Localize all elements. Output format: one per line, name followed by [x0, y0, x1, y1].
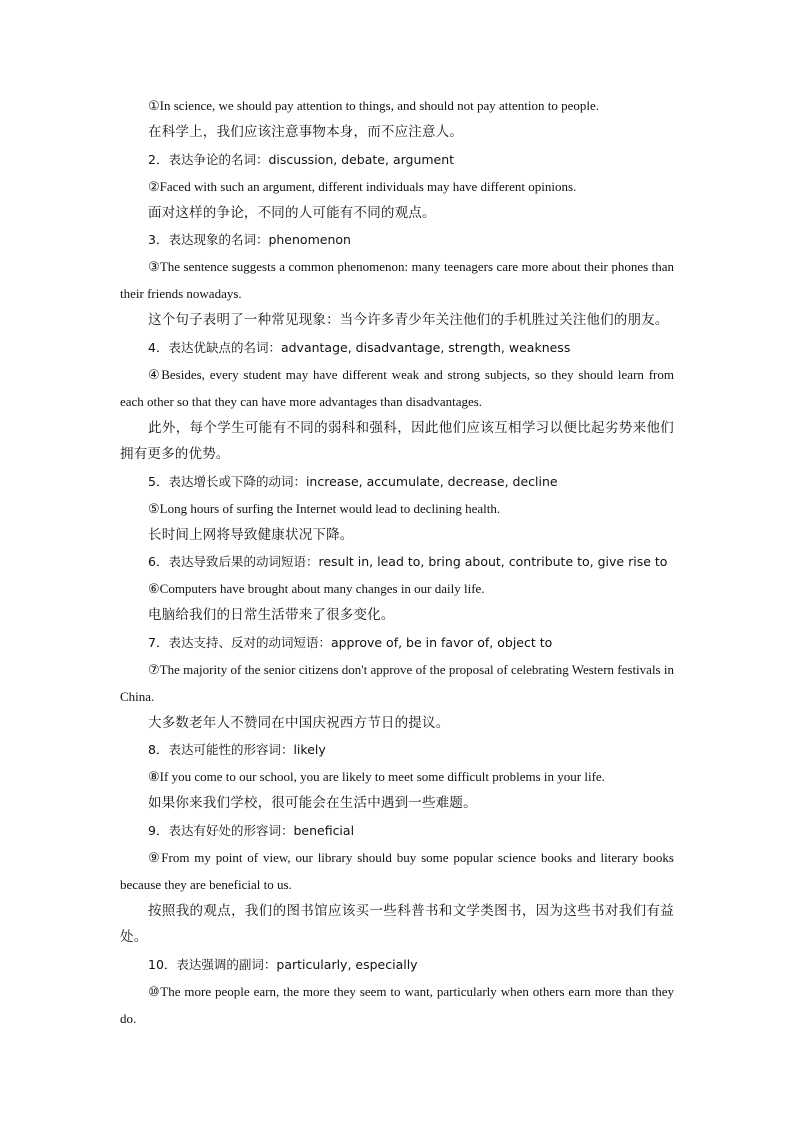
- section-heading-2: 2．表达争论的名词：discussion, debate, argument: [148, 151, 455, 167]
- example-sentence-7: ⑦The majority of the senior citizens don't approve of the proposal of celebrating Western festivals in China.: [120, 661, 674, 704]
- document-body: [120, 92, 674, 1032]
- translation-1: 在科学上，我们应该注意事物本身，而不应注意人。: [148, 124, 464, 140]
- translation-4: 此外，每个学生可能有不同的弱科和强科，因此他们应该互相学习以便比起劣势来他们拥有更多的优势。: [120, 419, 674, 462]
- section-heading-3: 3．表达现象的名词：phenomenon: [148, 232, 351, 247]
- example-sentence-6: ⑥Computers have brought about many changes in our daily life.: [148, 581, 485, 596]
- translation-3: 这个句子表明了一种常见现象：当今许多青少年关注他们的手机胜过关注他们的朋友。: [148, 312, 669, 328]
- translation-9: 按照我的观点，我们的图书馆应该买一些科普书和文学类图书，因为这些书对我们有益处。: [120, 902, 674, 945]
- example-sentence-3: ③The sentence suggests a common phenomenon: many teenagers care more about their phones than their friends nowadays.: [120, 259, 674, 301]
- section-heading-8: 8．表达可能性的形容词：likely: [148, 742, 326, 757]
- section-heading-6: 6．表达导致后果的动词短语：result in, lead to, bring about, contribute to, give rise to: [148, 554, 668, 569]
- example-sentence-10: ⑩The more people earn, the more they seem to want, particularly when others earn more than they do.: [120, 983, 674, 1026]
- example-sentence-5: ⑤Long hours of surfing the Internet would lead to declining health.: [148, 500, 501, 516]
- section-heading-7: 7．表达支持、反对的动词短语：approve of, be in favor of, object to: [148, 634, 553, 650]
- translation-7: 大多数老年人不赞同在中国庆祝西方节日的提议。: [148, 714, 450, 731]
- example-sentence-8: ⑧If you come to our school, you are likely to meet some difficult problems in your life.: [148, 769, 605, 784]
- section-heading-9: 9．表达有好处的形容词：beneficial: [148, 822, 355, 838]
- section-heading-5: 5．表达增长或下降的动词：increase, accumulate, decrease, decline: [148, 473, 558, 489]
- section-heading-4: 4．表达优缺点的名词：advantage, disadvantage, strength, weakness: [148, 339, 571, 355]
- section-heading-10: 10．表达强调的副词：particularly, especially: [148, 956, 418, 972]
- example-sentence-9: ⑨From my point of view, our library should buy some popular science books and literary books because they are beneficial to us.: [120, 849, 674, 892]
- translation-5: 长时间上网将导致健康状况下降。: [148, 526, 354, 543]
- example-sentence-1: ①In science, we should pay attention to things, and should not pay attention to people.: [148, 98, 600, 113]
- translation-8: 如果你来我们学校，很可能会在生活中遇到一些难题。: [148, 795, 477, 811]
- example-sentence-2: ②Faced with such an argument, different individuals may have different opinions.: [148, 178, 577, 194]
- translation-2: 面对这样的争论，不同的人可能有不同的观点。: [148, 204, 436, 221]
- translation-6: 电脑给我们的日常生活带来了很多变化。: [148, 607, 395, 623]
- example-sentence-4: ④Besides, every student may have different weak and strong subjects, so they should learn from each other so that they can have more advantages than disadvantages.: [120, 366, 674, 409]
